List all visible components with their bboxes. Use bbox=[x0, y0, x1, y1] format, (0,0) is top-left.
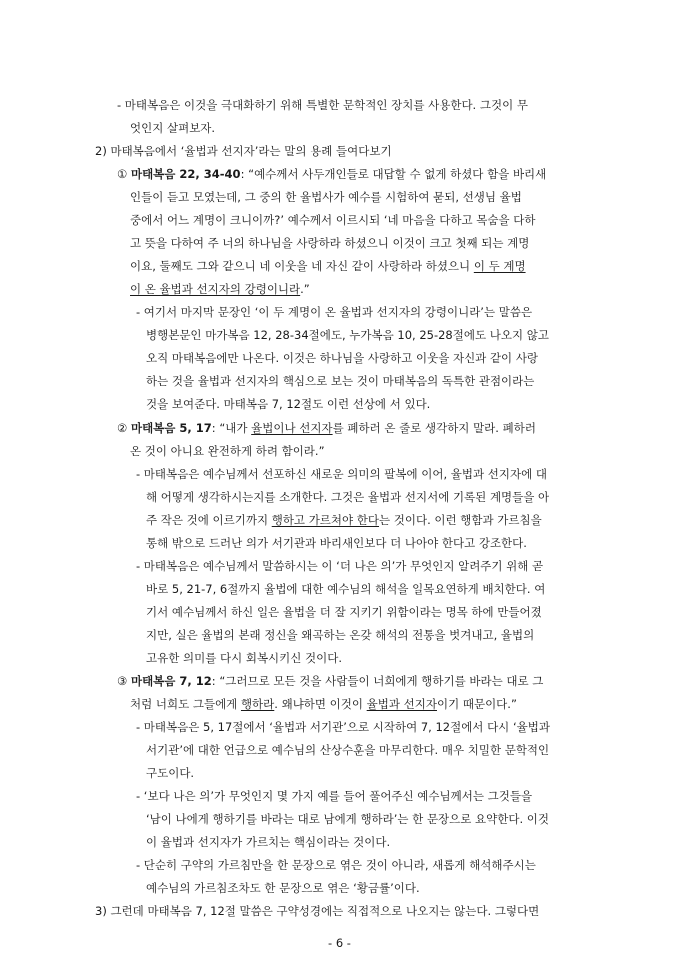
item-3-line-1: ③ 마태복음 7, 12: “그러므로 모든 것을 사람들이 너희에게 행하기를 바라는 대로 그 bbox=[117, 674, 544, 688]
item-1-reference: 마태복음 22, 34-40 bbox=[130, 167, 241, 181]
section-2-heading: 2) 마태복음에서 ‘율법과 선지자’라는 말의 용례 들여다보기 bbox=[95, 144, 392, 158]
item-2-marker: ② bbox=[117, 421, 128, 435]
item-2-bullet-2-line-4: 지만, 실은 율법의 본래 정신을 왜곡하는 온갖 해석의 전통을 벗겨내고, 율법의 bbox=[146, 628, 535, 642]
item-1-bullet-1-line-5: 것을 보여준다. 마태복음 7, 12절도 이런 선상에 서 있다. bbox=[146, 397, 431, 411]
item-2-bullet-1-line-4: 통해 밖으로 드러난 의가 서기관과 바리새인보다 더 나아야 한다고 강조한다. bbox=[146, 536, 527, 550]
intro-bullet-cont: 엇인지 살펴보자. bbox=[130, 121, 216, 135]
item-3-bullet-1-line-3: 구도이다. bbox=[146, 766, 195, 780]
item-2-bullet-2-line-1: - 마태복음은 예수님께서 말씀하시는 이 ‘더 나은 의’가 무엇인지 알려주기 위해 곧 bbox=[136, 559, 544, 573]
item-3-marker: ③ bbox=[117, 674, 128, 688]
item-2-bullet-1-line-1: - 마태복음은 예수님께서 선포하신 새로운 의미의 팔복에 이어, 율법과 선지자에 대 bbox=[136, 467, 547, 481]
item-1-line-6: 이 온 율법과 선지자의 강령이니라.” bbox=[130, 282, 310, 296]
item-1-line-4: 고 뜻을 다하여 주 너의 하나님을 사랑하라 하셨으니 이것이 크고 첫째 되는 계명 bbox=[130, 236, 530, 250]
page-number: - 6 - bbox=[328, 936, 351, 950]
item-3-bullet-2-line-3: 이 율법과 선지자가 가르치는 핵심이라는 것이다. bbox=[146, 835, 391, 849]
item-3-bullet-1-line-1: - 마태복음은 5, 17절에서 ‘율법과 서기관’으로 시작하여 7, 12절에서 다시 ‘율법과 bbox=[136, 720, 550, 734]
item-1-bullet-1-line-2: 병행본문인 마가복음 12, 28-34절에도, 누가복음 10, 25-28절에도 나오지 않고 bbox=[146, 328, 549, 342]
item-1-bullet-1-line-1: - 여기서 마지막 문장인 ‘이 두 계명이 온 율법과 선지자의 강령이니라’는 말씀은 bbox=[136, 305, 533, 319]
item-3-bullet-3-line-1: - 단순히 구약의 가르침만을 한 문장으로 엮은 것이 아니라, 새롭게 해석해주시는 bbox=[136, 858, 536, 872]
item-1-marker: ① bbox=[117, 167, 128, 181]
item-3-underline-b: 율법과 선지자 bbox=[366, 697, 437, 711]
item-3-reference: 마태복음 7, 12 bbox=[130, 674, 212, 688]
item-3-line-2: 처럼 너희도 그들에게 행하라. 왜냐하면 이것이 율법과 선지자이기 때문이다.” bbox=[130, 697, 517, 711]
item-3-underline-a: 행하라 bbox=[240, 697, 275, 711]
item-1-bullet-1-line-4: 하는 것을 율법과 선지자의 핵심으로 보는 것이 마태복음의 독특한 관점이라는 bbox=[146, 374, 535, 388]
section-3-text: 3) 그런데 마태복음 7, 12절 말씀은 구약성경에는 직접적으로 나오지는 않는다. 그렇다면 bbox=[95, 904, 540, 918]
item-2-bullet-underline: 행하고 가르쳐야 한다 bbox=[271, 513, 380, 527]
item-2-reference: 마태복음 5, 17 bbox=[130, 421, 212, 435]
item-2-bullet-2-line-3: 기서 예수님께서 하신 일은 율법을 더 잘 지키기 위함이라는 명목 하에 만들어졌 bbox=[146, 605, 542, 619]
item-3-bullet-3-line-2: 예수님의 가르침조차도 한 문장으로 엮은 ‘황금률’이다. bbox=[146, 881, 420, 895]
item-1-line-1: ① 마태복음 22, 34-40: “예수께서 사두개인들로 대답할 수 없게 하셨다 함을 바리새 bbox=[117, 167, 547, 181]
item-2-line-1: ② 마태복음 5, 17: “내가 율법이나 선지자를 폐하러 온 줄로 생각하지 말라. 폐하러 bbox=[117, 421, 536, 435]
item-2-underline: 율법이나 선지자 bbox=[251, 421, 333, 435]
item-1-line-3: 중에서 어느 계명이 크니이까?’ 예수께서 이르시되 ‘네 마음을 다하고 목숨을 다하 bbox=[130, 213, 536, 227]
item-2-bullet-2-line-5: 고유한 의미를 다시 회복시키신 것이다. bbox=[146, 651, 343, 665]
item-1-bullet-1-line-3: 오직 마태복음에만 나온다. 이것은 하나님을 사랑하고 이웃을 자신과 같이 사랑 bbox=[146, 351, 539, 365]
item-2-bullet-1-line-2: 해 어떻게 생각하시는지를 소개한다. 그것은 율법과 선지서에 기록된 계명들을 아 bbox=[146, 490, 550, 504]
item-1-line-5: 이요, 둘째도 그와 같으니 네 이웃을 네 자신 같이 사랑하라 하셨으니 이 두 계명 bbox=[130, 259, 526, 273]
item-3-bullet-1-line-2: 서기관’에 대한 언급으로 예수님의 산상수훈을 마무리한다. 매우 치밀한 문학적인 bbox=[146, 743, 550, 757]
item-1-underline-b: 이 온 율법과 선지자의 강령이니라 bbox=[130, 282, 301, 296]
item-2-bullet-2-line-2: 바로 5, 21-7, 6절까지 율법에 대한 예수님의 해석을 일목요연하게 배치한다. 여 bbox=[146, 582, 546, 596]
item-3-bullet-2-line-1: - ‘보다 나은 의’가 무엇인지 몇 가지 예를 들어 풀어주신 예수님께서는 그것들을 bbox=[136, 789, 533, 803]
item-2-line-2: 온 것이 아니요 완전하게 하려 함이라.” bbox=[130, 444, 325, 458]
intro-bullet: - 마태복음은 이것을 극대화하기 위해 특별한 문학적인 장치를 사용한다. 그것이 무 bbox=[117, 98, 528, 112]
item-1-underline-a: 이 두 계명 bbox=[473, 259, 526, 273]
item-1-line-2: 인들이 듣고 모였는데, 그 중의 한 율법사가 예수를 시험하여 묻되, 선생님 율법 bbox=[130, 190, 522, 204]
item-2-bullet-1-line-3: 주 작은 것에 이르기까지 행하고 가르쳐야 한다는 것이다. 이런 행함과 가르침을 bbox=[146, 513, 542, 527]
item-3-bullet-2-line-2: ‘남이 나에게 행하기를 바라는 대로 남에게 행하라’는 한 문장으로 요약한다. 이것 bbox=[146, 812, 550, 826]
